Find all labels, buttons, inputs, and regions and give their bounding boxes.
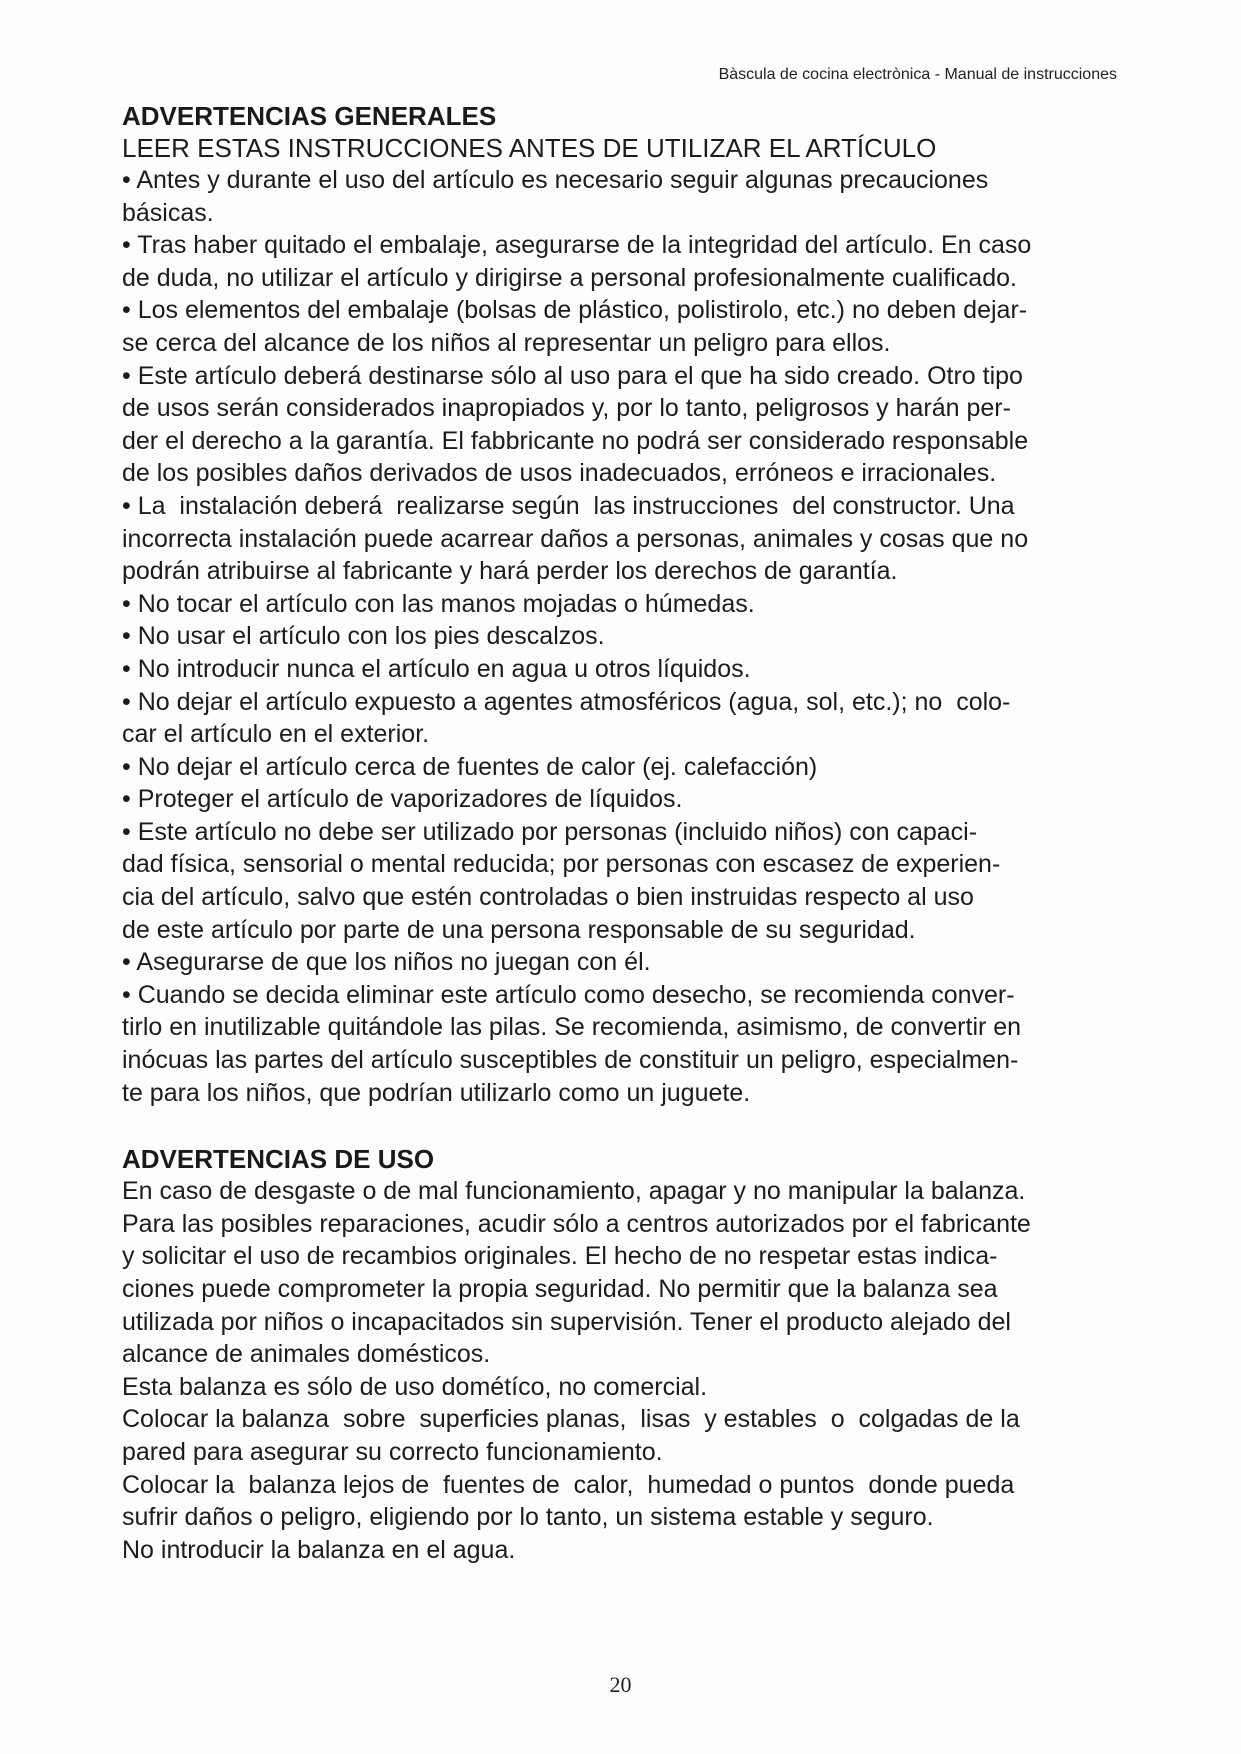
general-warnings-list	[122, 164, 1142, 1109]
paragraph	[122, 1403, 1142, 1468]
text-line: y solicitar el uso de recambios originales. El hecho de no respetar estas indica-	[122, 1242, 998, 1271]
text-line: En caso de desgaste o de mal funcionamiento, apagar y no manipular la balanza.	[122, 1177, 1026, 1206]
text-line: básicas.	[122, 198, 214, 227]
text-line: • No dejar el artículo expuesto a agentes atmosféricos (agua, sol, etc.); no colo-	[122, 687, 1011, 716]
text-line: Colocar la balanza lejos de fuentes de calor, humedad o puntos donde pueda	[122, 1470, 1015, 1499]
text-line: • Este artículo no debe ser utilizado por personas (incluido niños) con capaci-	[122, 817, 978, 846]
paragraph	[122, 1534, 1142, 1567]
paragraph	[122, 588, 1142, 621]
text-line: podrán atribuirse al fabricante y hará perder los derechos de garantía.	[122, 557, 898, 586]
text-line: • Los elementos del embalaje (bolsas de plástico, polistirolo, etc.) no deben dejar-	[122, 296, 1028, 325]
paragraph	[122, 783, 1142, 816]
text-line: Colocar la balanza sobre superficies planas, lisas y estables o colgadas de la	[122, 1405, 1020, 1434]
text-line: der el derecho a la garantía. El fabbricante no podrá ser considerado responsable	[122, 426, 1029, 455]
text-line: de los posibles daños derivados de usos inadecuados, erróneos e irracionales.	[122, 459, 997, 488]
text-line: • Proteger el artículo de vaporizadores de líquidos.	[122, 785, 683, 814]
paragraph	[122, 229, 1142, 294]
section-title-general-warnings: ADVERTENCIAS GENERALES	[122, 101, 497, 131]
text-line: car el artículo en el exterior.	[122, 720, 430, 749]
text-line: alcance de animales domésticos.	[122, 1340, 491, 1369]
paragraph	[122, 686, 1142, 751]
text-line: • No usar el artículo con los pies descalzos.	[122, 622, 605, 651]
text-line: inócuas las partes del artículo susceptibles de constituir un peligro, especialmen-	[122, 1046, 1019, 1075]
text-line: No introducir la balanza en el agua.	[122, 1535, 516, 1564]
text-line: • Asegurarse de que los niños no juegan con él.	[122, 948, 651, 977]
paragraph	[122, 751, 1142, 784]
section-subtitle: LEER ESTAS INSTRUCCIONES ANTES DE UTILIZAR EL ARTÍCULO	[122, 133, 937, 163]
text-line: Esta balanza es sólo de uso dométíco, no comercial.	[122, 1372, 708, 1401]
text-line: • Tras haber quitado el embalaje, asegurarse de la integridad del artículo. En caso	[122, 231, 1032, 260]
paragraph	[122, 816, 1142, 946]
text-line: ciones puede comprometer la propia seguridad. No permitir que la balanza sea	[122, 1275, 998, 1303]
paragraph	[122, 294, 1142, 359]
paragraph	[122, 1175, 1142, 1371]
paragraph	[122, 620, 1142, 653]
paragraph	[122, 490, 1142, 588]
text-line: utilizada por niños o incapacitados sin supervisión. Tener el producto alejado del	[122, 1307, 1011, 1336]
text-line: • La instalación deberá realizarse según las instrucciones del constructor. Una	[122, 491, 1015, 520]
section-title-usage-warnings: ADVERTENCIAS DE USO	[122, 1144, 435, 1175]
text-line: • Cuando se decida eliminar este artículo como desecho, se recomienda conver-	[122, 980, 1015, 1009]
running-header: Bàscula de cocina electrònica - Manual de instrucciones	[718, 66, 1117, 83]
text-line: pared para asegurar su correcto funcionamiento.	[122, 1437, 663, 1466]
text-line: dad física, sensorial o mental reducida; por personas con escasez de experien-	[122, 850, 1001, 879]
paragraph	[122, 979, 1142, 1109]
text-line: • Antes y durante el uso del artículo es necesario seguir algunas precauciones	[122, 166, 989, 194]
text-line: tirlo en inutilizable quitándole las pilas. Se recomienda, asimismo, de convertir en	[122, 1013, 1022, 1042]
page-number: 20	[609, 1672, 632, 1697]
usage-warnings-text	[122, 1175, 1142, 1566]
text-line: • Este artículo deberá destinarse sólo al uso para el que ha sido creado. Otro tipo	[122, 361, 1023, 390]
paragraph	[122, 1469, 1142, 1534]
text-line: de usos serán considerados inapropiados y, por lo tanto, peligrosos y harán per-	[122, 394, 1011, 423]
text-line: de este artículo por parte de una persona responsable de su seguridad.	[122, 915, 916, 944]
text-line: cia del artículo, salvo que estén controladas o bien instruidas respecto al uso	[122, 883, 974, 912]
paragraph	[122, 164, 1142, 229]
paragraph	[122, 946, 1142, 979]
text-line: • No dejar el artículo cerca de fuentes de calor (ej. calefacción)	[122, 752, 818, 781]
text-line: te para los niños, que podrían utilizarlo como un juguete.	[122, 1078, 751, 1107]
text-line: se cerca del alcance de los niños al representar un peligro para ellos.	[122, 328, 891, 357]
text-line: • No tocar el artículo con las manos mojadas o húmedas.	[122, 589, 755, 618]
text-line: de duda, no utilizar el artículo y dirigirse a personal profesionalmente cualificado.	[122, 263, 1017, 292]
text-line: Para las posibles reparaciones, acudir sólo a centros autorizados por el fabricante	[122, 1209, 1031, 1238]
text-line: incorrecta instalación puede acarrear daños a personas, animales y cosas que no	[122, 524, 1029, 553]
paragraph	[122, 360, 1142, 490]
page-content	[122, 100, 1142, 1566]
paragraph	[122, 1371, 1142, 1404]
text-line: sufrir daños o peligro, eligiendo por lo tanto, un sistema estable y seguro.	[122, 1503, 934, 1532]
text-line: • No introducir nunca el artículo en agua u otros líquidos.	[122, 654, 751, 683]
paragraph	[122, 653, 1142, 686]
